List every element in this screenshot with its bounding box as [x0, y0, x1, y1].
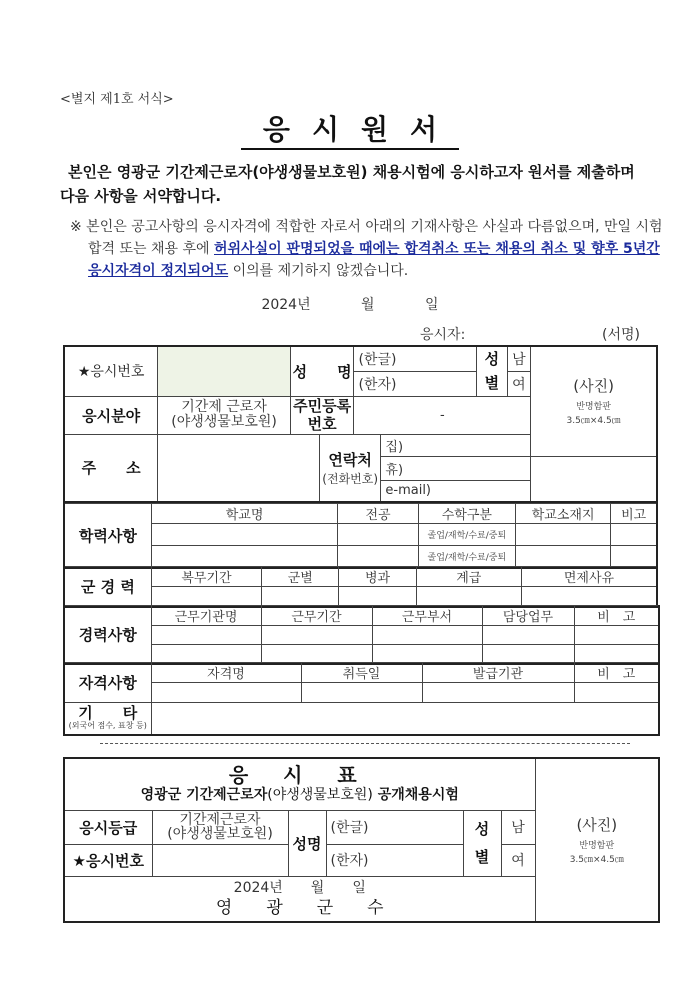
contact-email-field[interactable]: e-mail) — [381, 480, 531, 502]
career-row — [64, 645, 659, 664]
cut-line — [100, 743, 630, 744]
address-label: 주 소 — [64, 434, 158, 502]
license-note-field[interactable] — [574, 683, 659, 703]
career-header-period: 근무기간 — [261, 606, 372, 626]
ticket-photo-box[interactable] — [535, 758, 659, 922]
mil-exemption-field[interactable] — [521, 587, 657, 607]
exam-number-label: ★응시번호 — [64, 346, 158, 396]
photo-box-bottom — [531, 456, 657, 502]
ticket-date: 2024년 월 일 — [233, 879, 366, 896]
other-label: 기 타 (외국어 점수, 표창 등) — [64, 703, 151, 735]
pledge-text: 본인은 영광군 기간제근로자(야생생물보호원) 채용시험에 응시하고자 원서를 제출하며 다음 사항을 서약합니다. — [60, 163, 635, 205]
career-header-note: 비 고 — [574, 606, 659, 626]
date-day: 일 — [425, 297, 439, 313]
mil-header-period: 복무기간 — [151, 567, 261, 587]
date-year: 2024년 — [261, 297, 311, 313]
license-header-note: 비 고 — [574, 663, 659, 683]
notice-mark: ※ — [70, 219, 82, 235]
military-table — [63, 566, 658, 608]
contact-home-field[interactable]: 집) — [381, 434, 531, 456]
page-title — [0, 112, 700, 150]
ticket-footer — [64, 876, 535, 922]
history-table — [63, 503, 658, 569]
license-date-field[interactable] — [301, 683, 422, 703]
ticket-issuer: 영 광 군 수 — [215, 897, 384, 918]
career-note-field[interactable] — [574, 645, 659, 664]
application-date — [0, 294, 700, 314]
career-dept-field[interactable] — [372, 626, 482, 645]
education-row — [64, 546, 657, 568]
notice-text — [70, 216, 666, 282]
career-duty-field[interactable] — [482, 645, 574, 664]
career-org-field[interactable] — [151, 645, 261, 664]
photo-size-2: 3.5㎝×4.5㎝ — [566, 415, 621, 426]
date-month: 월 — [361, 297, 375, 313]
other-field[interactable] — [151, 703, 659, 735]
ticket-header — [64, 758, 535, 810]
career-period-field[interactable] — [261, 626, 372, 645]
career-table — [63, 605, 660, 665]
license-header-issuer: 발급기관 — [422, 663, 574, 683]
ticket-title: 응 시 표 — [228, 763, 371, 788]
ticket-subtitle: 영광군 기간제근로자(야생생물보호원) 공개채용시험 — [140, 787, 459, 804]
license-issuer-field[interactable] — [422, 683, 574, 703]
mil-header-rank: 계급 — [416, 567, 521, 587]
education-label: 학력사항 — [64, 504, 151, 568]
ticket-name-label: 성명 — [288, 810, 326, 876]
mil-branch-field[interactable] — [262, 587, 339, 607]
edu-school-field[interactable] — [151, 546, 338, 568]
career-duty-field[interactable] — [482, 626, 574, 645]
address-field[interactable] — [158, 434, 320, 502]
ticket-grade-value: 기간제근로자 (야생생물보호원) — [152, 810, 288, 844]
mil-specialty-field[interactable] — [339, 587, 416, 607]
photo-box[interactable] — [531, 346, 657, 456]
edu-header-major: 전공 — [338, 504, 418, 524]
license-header-date: 취득일 — [301, 663, 422, 683]
edu-school-field[interactable] — [151, 524, 338, 546]
edu-status-field[interactable]: 졸업/재학/수료/중퇴 — [418, 546, 515, 568]
edu-status-field[interactable]: 졸업/재학/수료/중퇴 — [418, 524, 515, 546]
ticket-exam-number-field[interactable] — [152, 844, 288, 876]
military-label: 군 경 력 — [64, 567, 151, 607]
ticket-grade-label: 응시등급 — [64, 810, 152, 844]
photo-title: (사진) — [573, 376, 614, 395]
application-form-table — [63, 345, 658, 503]
edu-major-field[interactable] — [338, 546, 418, 568]
career-row — [64, 626, 659, 645]
photo-size-1: 반명함판 — [576, 401, 611, 412]
license-header-name: 자격명 — [151, 663, 301, 683]
career-header-dept: 근무부서 — [372, 606, 482, 626]
career-period-field[interactable] — [261, 645, 372, 664]
career-label: 경력사항 — [64, 606, 151, 664]
name-hangul-field[interactable]: (한글) — [354, 346, 477, 371]
edu-location-field[interactable] — [516, 546, 611, 568]
edu-header-location: 학교소재지 — [516, 504, 611, 524]
field-value: 기간제 근로자 (야생생물보호원) — [158, 396, 291, 434]
mil-period-field[interactable] — [151, 587, 261, 607]
edu-header-note: 비고 — [611, 504, 657, 524]
gender-female-option[interactable]: 여 — [507, 371, 531, 396]
mil-header-specialty: 병과 — [339, 567, 416, 587]
edu-note-field[interactable] — [611, 524, 657, 546]
career-org-field[interactable] — [151, 626, 261, 645]
exam-number-field[interactable] — [158, 346, 291, 396]
ticket-photo-size-2: 3.5㎝×4.5㎝ — [569, 854, 624, 865]
rrn-field[interactable]: - — [354, 396, 531, 434]
mil-rank-field[interactable] — [416, 587, 521, 607]
page-title-text: 응시원서 — [241, 112, 459, 150]
notice-after: 이의를 제기하지 않겠습니다. — [228, 263, 409, 279]
license-label: 자격사항 — [64, 663, 151, 703]
field-label: 응시분야 — [64, 396, 158, 434]
rrn-label: 주민등록 번호 — [290, 396, 354, 434]
contact-mobile-field[interactable]: 휴) — [381, 456, 531, 480]
edu-note-field[interactable] — [611, 546, 657, 568]
name-hanja-field[interactable]: (한자) — [354, 371, 477, 396]
ticket-photo-size-1: 반명함판 — [579, 840, 615, 851]
form-number-label: <별지 제1호 서식> — [60, 92, 174, 107]
signer-label: 응시자: — [420, 327, 466, 343]
notice-before: 본인은 공고사항의 응시자격에 적합한 자로서 아래의 기재사항은 사실과 다름없으며, 만일 시험합격 또는 채용 후에 — [81, 219, 663, 257]
mil-header-exemption: 면제사유 — [521, 567, 657, 587]
ticket-name-hangul-field[interactable]: (한글) — [326, 810, 463, 844]
ticket-photo-title: (사진) — [576, 815, 618, 834]
career-header-org: 근무기관명 — [151, 606, 261, 626]
mil-header-branch: 군별 — [262, 567, 339, 587]
signature-field[interactable]: (서명) — [602, 327, 640, 343]
gender-male-option[interactable]: 남 — [507, 346, 531, 371]
edu-major-field[interactable] — [338, 524, 418, 546]
notice-highlight: 허위사실이 판명되었을 때에는 합격취소 또는 채용의 취소 및 향후 5년간 응시자격이 정지되어도 — [88, 241, 660, 279]
ticket-gender-male-option[interactable]: 남 — [501, 810, 535, 844]
ticket-gender-female-option[interactable]: 여 — [501, 844, 535, 876]
name-label: 성 명 — [290, 346, 354, 396]
ticket-gender-label: 성 별 — [463, 810, 501, 876]
gender-label: 성 별 — [477, 346, 507, 396]
education-row — [64, 524, 657, 546]
contact-label: 연락처 (전화번호) — [319, 434, 380, 502]
license-table — [63, 662, 660, 736]
career-dept-field[interactable] — [372, 645, 482, 664]
ticket-exam-number-label: ★응시번호 — [64, 844, 152, 876]
exam-ticket-table — [63, 757, 660, 923]
edu-header-status: 수학구분 — [418, 504, 515, 524]
ticket-name-hanja-field[interactable]: (한자) — [326, 844, 463, 876]
career-note-field[interactable] — [574, 626, 659, 645]
license-name-field[interactable] — [151, 683, 301, 703]
edu-header-school: 학교명 — [151, 504, 338, 524]
career-header-duty: 담당업무 — [482, 606, 574, 626]
signer-line — [420, 324, 640, 344]
edu-location-field[interactable] — [516, 524, 611, 546]
